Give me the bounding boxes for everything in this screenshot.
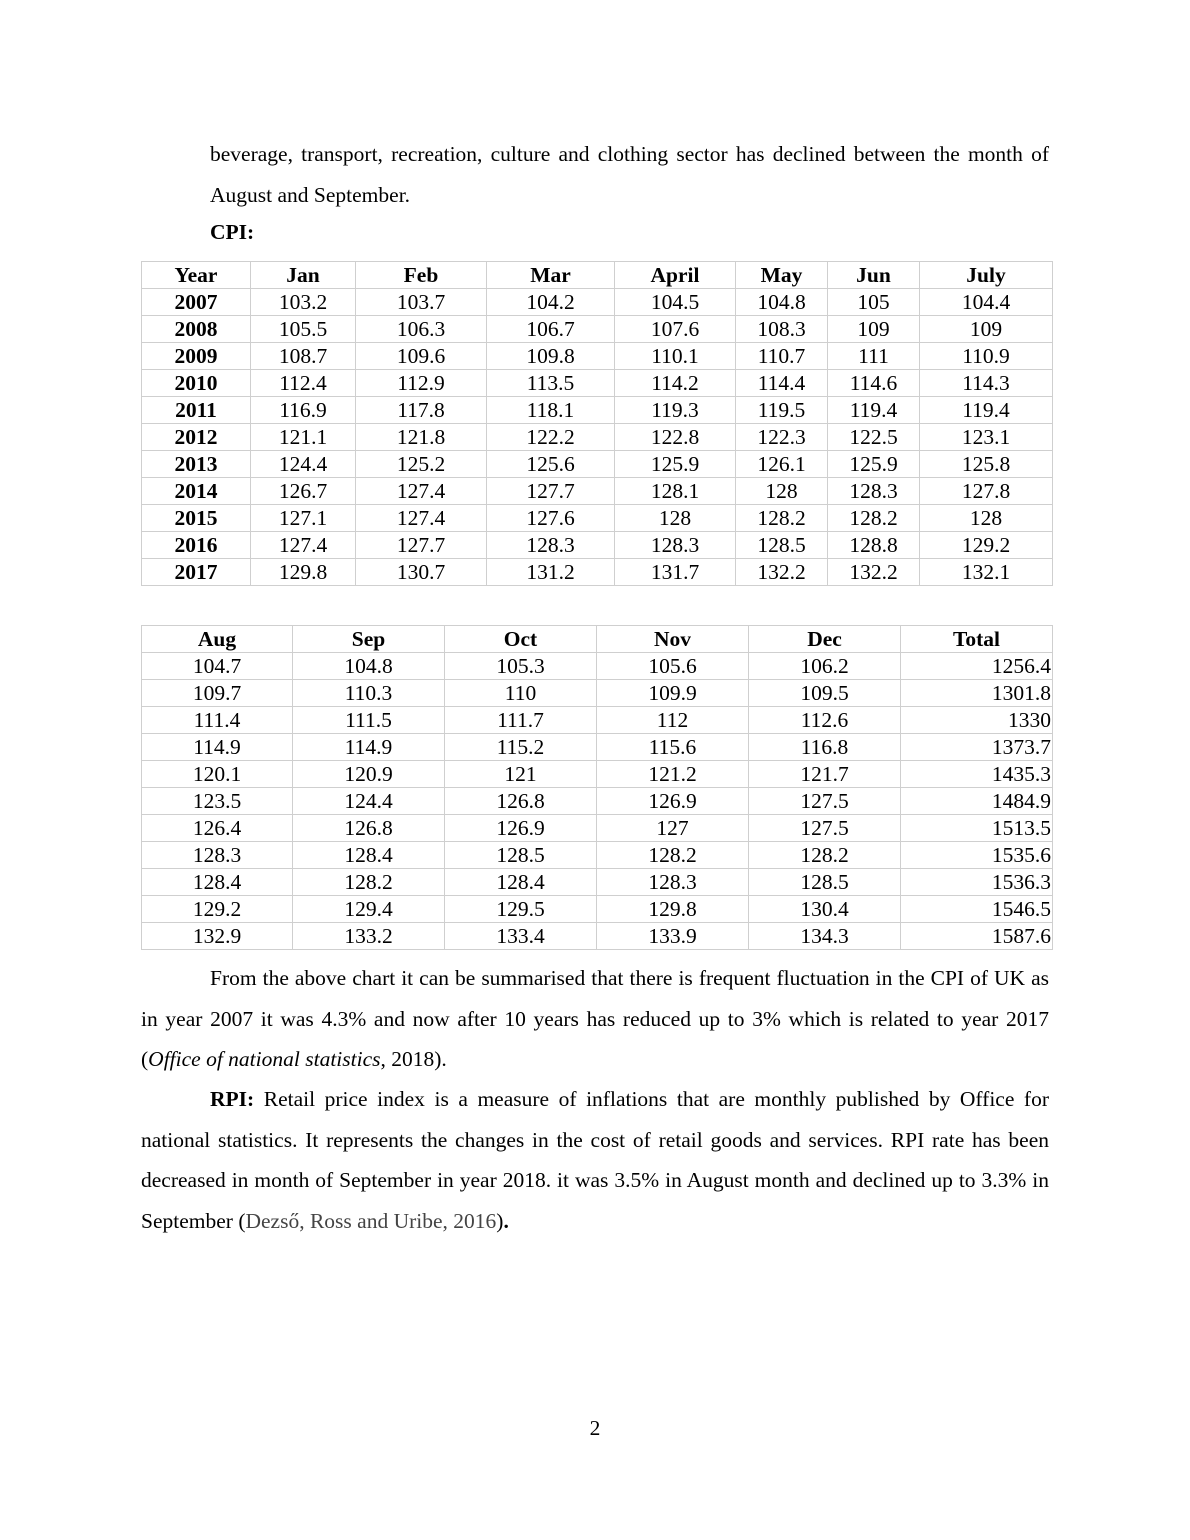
table-cell: 116.8 [749, 734, 901, 761]
table-cell: 131.2 [487, 559, 615, 586]
column-header: May [736, 262, 828, 289]
table-cell: 128.2 [828, 505, 920, 532]
table-cell: 126.8 [293, 815, 445, 842]
table-cell: 127.5 [749, 815, 901, 842]
table-cell: 132.9 [142, 923, 293, 950]
table-cell: 1435.3 [901, 761, 1053, 788]
table-cell: 2011 [142, 397, 251, 424]
table-cell: 2016 [142, 532, 251, 559]
table-cell: 121 [445, 761, 597, 788]
table-cell: 103.7 [356, 289, 487, 316]
table-cell: 127.4 [356, 478, 487, 505]
table-cell: 123.1 [920, 424, 1053, 451]
table-cell: 127.8 [920, 478, 1053, 505]
table-row [142, 289, 1053, 316]
table-cell: 121.2 [597, 761, 749, 788]
table-cell: 127.7 [487, 478, 615, 505]
table-cell: 132.2 [736, 559, 828, 586]
table-cell: 109.7 [142, 680, 293, 707]
page-number: 2 [589, 1416, 601, 1440]
table-row [142, 653, 1053, 680]
table-row [142, 397, 1053, 424]
column-header: Dec [749, 626, 901, 653]
cpi-heading: CPI: [210, 220, 255, 244]
table-cell: 127.6 [487, 505, 615, 532]
table-cell: 126.4 [142, 815, 293, 842]
table-cell: 112 [597, 707, 749, 734]
table-cell: 126.7 [251, 478, 356, 505]
table-cell: 122.5 [828, 424, 920, 451]
table-cell: 127.4 [251, 532, 356, 559]
table-row [142, 505, 1053, 532]
table-cell: 132.2 [828, 559, 920, 586]
table-cell: 128.1 [615, 478, 736, 505]
table-cell: 115.6 [597, 734, 749, 761]
table-cell: 128.3 [597, 869, 749, 896]
rpi-label: RPI: [210, 1087, 255, 1111]
table-cell: 133.9 [597, 923, 749, 950]
table-cell: 122.3 [736, 424, 828, 451]
summary-paragraph [141, 958, 1049, 1080]
table-cell: 117.8 [356, 397, 487, 424]
table-cell: 121.1 [251, 424, 356, 451]
table-row [142, 343, 1053, 370]
table-cell: 122.8 [615, 424, 736, 451]
summary-text: From the above chart it can be summarised that there is frequent fluctuation in the CPI of UK as in year 2007 it was 4.3% and now after 10 years has reduced up to 3% which is related to year 2017 ( [141, 966, 1049, 1071]
table-cell: 104.5 [615, 289, 736, 316]
table-cell: 126.1 [736, 451, 828, 478]
table-cell: 133.2 [293, 923, 445, 950]
table-cell: 112.4 [251, 370, 356, 397]
table-cell: 105 [828, 289, 920, 316]
table-cell: 128.5 [445, 842, 597, 869]
table-cell: 1301.8 [901, 680, 1053, 707]
table-cell: 109.9 [597, 680, 749, 707]
table-cell: 114.4 [736, 370, 828, 397]
table-row [142, 707, 1053, 734]
table-cell: 104.8 [293, 653, 445, 680]
table-cell: 103.2 [251, 289, 356, 316]
table-cell: 127.1 [251, 505, 356, 532]
column-header: Jan [251, 262, 356, 289]
table-row [142, 869, 1053, 896]
table-cell: 120.1 [142, 761, 293, 788]
table-cell: 128.8 [828, 532, 920, 559]
column-header: Jun [828, 262, 920, 289]
table-cell: 112.6 [749, 707, 901, 734]
table-cell: 126.9 [445, 815, 597, 842]
table-cell: 114.9 [142, 734, 293, 761]
table-cell: 125.9 [615, 451, 736, 478]
table-cell: 130.4 [749, 896, 901, 923]
table-cell: 128.4 [293, 842, 445, 869]
column-header: Aug [142, 626, 293, 653]
table-cell: 109.8 [487, 343, 615, 370]
table-row [142, 559, 1053, 586]
table-row [142, 788, 1053, 815]
table-cell: 2015 [142, 505, 251, 532]
table-cell: 105.5 [251, 316, 356, 343]
table-cell: 118.1 [487, 397, 615, 424]
table-cell: 127.4 [356, 505, 487, 532]
table-cell: 104.8 [736, 289, 828, 316]
table-cell: 1587.6 [901, 923, 1053, 950]
table-cell: 125.8 [920, 451, 1053, 478]
table-cell: 128.3 [615, 532, 736, 559]
table-cell: 113.5 [487, 370, 615, 397]
column-header: Sep [293, 626, 445, 653]
table-cell: 132.1 [920, 559, 1053, 586]
table-row [142, 478, 1053, 505]
table-cell: 128.4 [142, 869, 293, 896]
table-cell: 1536.3 [901, 869, 1053, 896]
table-cell: 110.9 [920, 343, 1053, 370]
table-cell: 2012 [142, 424, 251, 451]
table-cell: 114.3 [920, 370, 1053, 397]
table-cell: 128.3 [828, 478, 920, 505]
table-cell: 128 [920, 505, 1053, 532]
table-cell: 129.4 [293, 896, 445, 923]
table-cell: 1535.6 [901, 842, 1053, 869]
table-cell: 128.4 [445, 869, 597, 896]
table-cell: 129.8 [251, 559, 356, 586]
table-cell: 128.3 [142, 842, 293, 869]
rpi-end-mark: . [503, 1208, 509, 1233]
summary-text-end: , 2018). [380, 1047, 447, 1071]
table-cell: 121.8 [356, 424, 487, 451]
table-cell: 2008 [142, 316, 251, 343]
rpi-close: ) [496, 1208, 504, 1233]
table-row [142, 896, 1053, 923]
table-cell: 1484.9 [901, 788, 1053, 815]
rpi-citation: Dezső, Ross and Uribe, 2016 [245, 1208, 497, 1233]
table-row [142, 761, 1053, 788]
table-cell: 119.3 [615, 397, 736, 424]
table-cell: 131.7 [615, 559, 736, 586]
table-cell: 127.5 [749, 788, 901, 815]
table-cell: 111.5 [293, 707, 445, 734]
table-cell: 2014 [142, 478, 251, 505]
table-cell: 109.6 [356, 343, 487, 370]
table-cell: 115.2 [445, 734, 597, 761]
table-row [142, 451, 1053, 478]
table-cell: 123.5 [142, 788, 293, 815]
column-header: Total [901, 626, 1053, 653]
table-cell: 119.5 [736, 397, 828, 424]
table-cell: 128.3 [487, 532, 615, 559]
summary-source: Office of national statistics [148, 1047, 381, 1071]
table-cell: 2007 [142, 289, 251, 316]
cpi-table-jan-july [141, 261, 1053, 586]
table-cell: 1373.7 [901, 734, 1053, 761]
table-cell: 128.2 [736, 505, 828, 532]
table-cell: 104.4 [920, 289, 1053, 316]
table-cell: 133.4 [445, 923, 597, 950]
column-header: Oct [445, 626, 597, 653]
rpi-paragraph [141, 1079, 1049, 1241]
table-cell: 128.5 [749, 869, 901, 896]
table-cell: 125.6 [487, 451, 615, 478]
table-cell: 105.6 [597, 653, 749, 680]
table-cell: 127 [597, 815, 749, 842]
table-cell: 121.7 [749, 761, 901, 788]
table-cell: 112.9 [356, 370, 487, 397]
table-cell: 116.9 [251, 397, 356, 424]
table-row [142, 815, 1053, 842]
table-cell: 1546.5 [901, 896, 1053, 923]
table-cell: 106.7 [487, 316, 615, 343]
table-cell: 108.3 [736, 316, 828, 343]
table-cell: 119.4 [828, 397, 920, 424]
table-cell: 104.7 [142, 653, 293, 680]
table-header-row [142, 626, 1053, 653]
table-cell: 114.6 [828, 370, 920, 397]
table-cell: 129.2 [142, 896, 293, 923]
table-cell: 111 [828, 343, 920, 370]
column-header: Nov [597, 626, 749, 653]
table-cell: 110.7 [736, 343, 828, 370]
table-cell: 119.4 [920, 397, 1053, 424]
table-cell: 106.2 [749, 653, 901, 680]
table-cell: 110.3 [293, 680, 445, 707]
table-cell: 127.7 [356, 532, 487, 559]
table-cell: 114.9 [293, 734, 445, 761]
table-cell: 107.6 [615, 316, 736, 343]
table-cell: 134.3 [749, 923, 901, 950]
table-cell: 122.2 [487, 424, 615, 451]
table-cell: 128.5 [736, 532, 828, 559]
table-cell: 109.5 [749, 680, 901, 707]
table-cell: 126.9 [597, 788, 749, 815]
table-cell: 109 [920, 316, 1053, 343]
table-cell: 1513.5 [901, 815, 1053, 842]
column-header: July [920, 262, 1053, 289]
table-row [142, 680, 1053, 707]
table-cell: 124.4 [251, 451, 356, 478]
table-cell: 129.2 [920, 532, 1053, 559]
table-cell: 125.9 [828, 451, 920, 478]
table-cell: 120.9 [293, 761, 445, 788]
table-cell: 128 [615, 505, 736, 532]
table-cell: 1256.4 [901, 653, 1053, 680]
table-cell: 129.8 [597, 896, 749, 923]
table-cell: 129.5 [445, 896, 597, 923]
table-row [142, 842, 1053, 869]
table-row [142, 532, 1053, 559]
table-row [142, 424, 1053, 451]
table-cell: 125.2 [356, 451, 487, 478]
table-cell: 128.2 [749, 842, 901, 869]
table-header-row [142, 262, 1053, 289]
table-row [142, 316, 1053, 343]
table-cell: 114.2 [615, 370, 736, 397]
table-cell: 130.7 [356, 559, 487, 586]
cpi-table-aug-total [141, 625, 1053, 950]
table-cell: 111.4 [142, 707, 293, 734]
rpi-text: Retail price index is a measure of inflations that are monthly published by Office for national statistics. It represents the changes in the cost of retail goods and services. RPI rate has been decreased in month of September in year 2018. it was 3.5% in August month and declined up to 3.3% in September ( [141, 1087, 1049, 1233]
table-cell: 106.3 [356, 316, 487, 343]
table-cell: 2013 [142, 451, 251, 478]
table-cell: 109 [828, 316, 920, 343]
table-cell: 2017 [142, 559, 251, 586]
table-cell: 111.7 [445, 707, 597, 734]
table-cell: 128.2 [597, 842, 749, 869]
intro-text: beverage, transport, recreation, culture and clothing sector has declined between the month of August and September. [210, 142, 1049, 207]
table-cell: 1330 [901, 707, 1053, 734]
table-row [142, 923, 1053, 950]
table-cell: 128.2 [293, 869, 445, 896]
table-cell: 2009 [142, 343, 251, 370]
table-row [142, 370, 1053, 397]
table-cell: 2010 [142, 370, 251, 397]
column-header: Feb [356, 262, 487, 289]
column-header: April [615, 262, 736, 289]
table-row [142, 734, 1053, 761]
table-cell: 128 [736, 478, 828, 505]
table-cell: 110 [445, 680, 597, 707]
table-cell: 104.2 [487, 289, 615, 316]
table-cell: 110.1 [615, 343, 736, 370]
column-header: Year [142, 262, 251, 289]
intro-paragraph [210, 134, 1049, 215]
column-header: Mar [487, 262, 615, 289]
table-cell: 126.8 [445, 788, 597, 815]
table-cell: 105.3 [445, 653, 597, 680]
table-cell: 108.7 [251, 343, 356, 370]
table-cell: 124.4 [293, 788, 445, 815]
